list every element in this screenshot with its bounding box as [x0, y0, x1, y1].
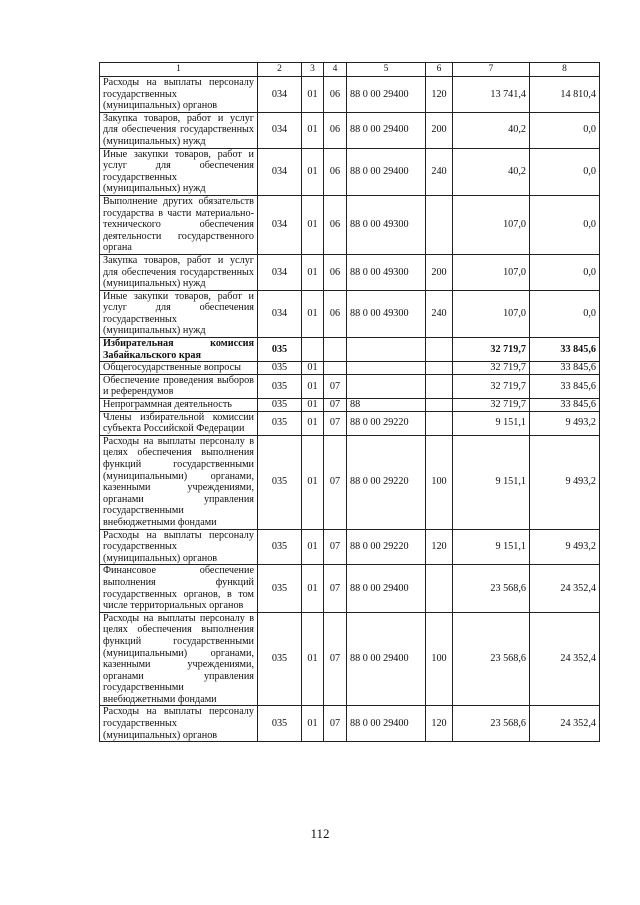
row-amount-year1: 107,0	[453, 254, 530, 290]
table-row	[100, 435, 600, 529]
row-amount-year2: 9 493,2	[530, 411, 600, 435]
row-subsection: 07	[324, 612, 347, 706]
row-code: 034	[258, 112, 302, 148]
row-target-code: 88 0 00 29400	[347, 612, 426, 706]
table-row	[100, 374, 600, 398]
row-section: 01	[302, 435, 324, 529]
row-name: Общегосударственные вопросы	[100, 362, 258, 375]
row-code: 035	[258, 411, 302, 435]
row-amount-year1: 40,2	[453, 112, 530, 148]
budget-table	[99, 62, 600, 742]
row-section: 01	[302, 112, 324, 148]
row-subsection: 06	[324, 290, 347, 337]
row-name: Закупка товаров, работ и услуг для обеспечения государственных (муниципальных) нужд	[100, 254, 258, 290]
row-amount-year1: 23 568,6	[453, 612, 530, 706]
table-row	[100, 112, 600, 148]
row-amount-year2: 0,0	[530, 290, 600, 337]
table-row	[100, 77, 600, 113]
row-expense-type	[426, 565, 453, 612]
row-amount-year2: 0,0	[530, 148, 600, 195]
row-amount-year1: 32 719,7	[453, 374, 530, 398]
row-subsection: 06	[324, 148, 347, 195]
row-target-code: 88 0 00 49300	[347, 195, 426, 254]
row-code: 034	[258, 148, 302, 195]
row-expense-type: 100	[426, 612, 453, 706]
row-expense-type: 120	[426, 706, 453, 742]
row-amount-year2: 33 845,6	[530, 362, 600, 375]
row-amount-year1: 9 151,1	[453, 435, 530, 529]
row-amount-year1: 107,0	[453, 290, 530, 337]
row-expense-type	[426, 399, 453, 412]
row-subsection: 07	[324, 374, 347, 398]
row-amount-year1: 32 719,7	[453, 399, 530, 412]
row-code: 034	[258, 290, 302, 337]
row-expense-type	[426, 195, 453, 254]
header-cell: 1	[100, 63, 258, 77]
header-row	[100, 63, 600, 77]
row-target-code: 88 0 00 29220	[347, 435, 426, 529]
header-cell: 8	[530, 63, 600, 77]
row-code: 035	[258, 565, 302, 612]
row-section: 01	[302, 195, 324, 254]
row-subsection: 07	[324, 399, 347, 412]
row-subsection: 06	[324, 112, 347, 148]
row-target-code	[347, 374, 426, 398]
row-name: Иные закупки товаров, работ и услуг для обеспечения государственных (муниципальных) нужд	[100, 148, 258, 195]
table-row	[100, 148, 600, 195]
row-name: Расходы на выплаты персоналу государственных (муниципальных) органов	[100, 706, 258, 742]
row-expense-type: 120	[426, 529, 453, 565]
row-target-code: 88 0 00 49300	[347, 290, 426, 337]
row-subsection: 07	[324, 565, 347, 612]
row-amount-year1: 32 719,7	[453, 338, 530, 362]
row-section	[302, 338, 324, 362]
row-section: 01	[302, 290, 324, 337]
row-amount-year1: 23 568,6	[453, 706, 530, 742]
table-row	[100, 529, 600, 565]
row-section: 01	[302, 612, 324, 706]
row-section: 01	[302, 374, 324, 398]
row-target-code: 88 0 00 29400	[347, 77, 426, 113]
header-cell: 7	[453, 63, 530, 77]
row-target-code: 88 0 00 29220	[347, 529, 426, 565]
table-row	[100, 338, 600, 362]
header-cell: 4	[324, 63, 347, 77]
table-row	[100, 411, 600, 435]
row-expense-type: 200	[426, 112, 453, 148]
row-code: 035	[258, 399, 302, 412]
row-section: 01	[302, 399, 324, 412]
table-row	[100, 399, 600, 412]
header-cell: 5	[347, 63, 426, 77]
row-name: Иные закупки товаров, работ и услуг для обеспечения государственных (муниципальных) нужд	[100, 290, 258, 337]
row-amount-year1: 32 719,7	[453, 362, 530, 375]
row-amount-year2: 24 352,4	[530, 612, 600, 706]
row-subsection: 07	[324, 706, 347, 742]
row-amount-year2: 9 493,2	[530, 529, 600, 565]
row-code: 034	[258, 77, 302, 113]
row-amount-year1: 9 151,1	[453, 411, 530, 435]
table-row	[100, 290, 600, 337]
row-section: 01	[302, 77, 324, 113]
header-cell: 6	[426, 63, 453, 77]
row-target-code	[347, 362, 426, 375]
row-code: 035	[258, 338, 302, 362]
row-name: Выполнение других обязательств государства в части материально-технического обеспечения деятельности государственного органа	[100, 195, 258, 254]
row-amount-year2: 33 845,6	[530, 338, 600, 362]
row-code: 035	[258, 529, 302, 565]
row-subsection: 06	[324, 195, 347, 254]
row-name: Финансовое обеспечение выполнения функций государственных органов, в том числе территориальных органов	[100, 565, 258, 612]
table-row	[100, 706, 600, 742]
row-subsection: 06	[324, 254, 347, 290]
row-target-code	[347, 338, 426, 362]
row-target-code: 88 0 00 29400	[347, 148, 426, 195]
row-subsection	[324, 362, 347, 375]
row-subsection: 07	[324, 435, 347, 529]
row-section: 01	[302, 565, 324, 612]
row-target-code: 88 0 00 29400	[347, 706, 426, 742]
row-section: 01	[302, 706, 324, 742]
row-section: 01	[302, 411, 324, 435]
row-section: 01	[302, 529, 324, 565]
table-row	[100, 195, 600, 254]
row-name: Расходы на выплаты персоналу в целях обеспечения выполнения функций государственными (муниципальными) органами, казенными учреждениями, органами управления государственными внебюджетными фондами	[100, 612, 258, 706]
table-row	[100, 612, 600, 706]
table-body	[100, 77, 600, 742]
row-amount-year1: 40,2	[453, 148, 530, 195]
row-name: Закупка товаров, работ и услуг для обеспечения государственных (муниципальных) нужд	[100, 112, 258, 148]
row-expense-type	[426, 338, 453, 362]
row-code: 034	[258, 195, 302, 254]
row-target-code: 88 0 00 29220	[347, 411, 426, 435]
row-code: 035	[258, 612, 302, 706]
row-amount-year1: 9 151,1	[453, 529, 530, 565]
row-amount-year1: 23 568,6	[453, 565, 530, 612]
row-expense-type: 200	[426, 254, 453, 290]
row-section: 01	[302, 362, 324, 375]
row-code: 035	[258, 374, 302, 398]
row-code: 035	[258, 706, 302, 742]
row-expense-type: 120	[426, 77, 453, 113]
row-amount-year2: 0,0	[530, 195, 600, 254]
row-subsection: 07	[324, 411, 347, 435]
row-subsection: 06	[324, 77, 347, 113]
row-target-code: 88 0 00 49300	[347, 254, 426, 290]
row-expense-type: 100	[426, 435, 453, 529]
row-expense-type: 240	[426, 148, 453, 195]
row-expense-type: 240	[426, 290, 453, 337]
page-number: 112	[310, 826, 330, 841]
row-amount-year1: 13 741,4	[453, 77, 530, 113]
row-code: 034	[258, 254, 302, 290]
row-amount-year2: 0,0	[530, 254, 600, 290]
row-amount-year2: 33 845,6	[530, 374, 600, 398]
row-expense-type	[426, 374, 453, 398]
row-name: Непрограммная деятельность	[100, 399, 258, 412]
table-row	[100, 362, 600, 375]
row-section: 01	[302, 254, 324, 290]
row-amount-year2: 24 352,4	[530, 706, 600, 742]
row-expense-type	[426, 411, 453, 435]
row-section: 01	[302, 148, 324, 195]
header-cell: 2	[258, 63, 302, 77]
row-name: Избирательная комиссия Забайкальского края	[100, 338, 258, 362]
row-target-code: 88 0 00 29400	[347, 112, 426, 148]
row-amount-year2: 14 810,4	[530, 77, 600, 113]
row-name: Обеспечение проведения выборов и референдумов	[100, 374, 258, 398]
row-name: Расходы на выплаты персоналу государственных (муниципальных) органов	[100, 529, 258, 565]
row-amount-year2: 0,0	[530, 112, 600, 148]
row-name: Члены избирательной комиссии субъекта Российской Федерации	[100, 411, 258, 435]
table-row	[100, 254, 600, 290]
row-amount-year1: 107,0	[453, 195, 530, 254]
row-target-code: 88	[347, 399, 426, 412]
row-code: 035	[258, 362, 302, 375]
row-amount-year2: 33 845,6	[530, 399, 600, 412]
row-amount-year2: 24 352,4	[530, 565, 600, 612]
row-amount-year2: 9 493,2	[530, 435, 600, 529]
row-subsection	[324, 338, 347, 362]
row-name: Расходы на выплаты персоналу государственных (муниципальных) органов	[100, 77, 258, 113]
row-subsection: 07	[324, 529, 347, 565]
row-expense-type	[426, 362, 453, 375]
table-row	[100, 565, 600, 612]
row-code: 035	[258, 435, 302, 529]
row-target-code: 88 0 00 29400	[347, 565, 426, 612]
header-cell: 3	[302, 63, 324, 77]
row-name: Расходы на выплаты персоналу в целях обеспечения выполнения функций государственными (муниципальными) органами, казенными учреждениями, органами управления государственными внебюджетными фондами	[100, 435, 258, 529]
